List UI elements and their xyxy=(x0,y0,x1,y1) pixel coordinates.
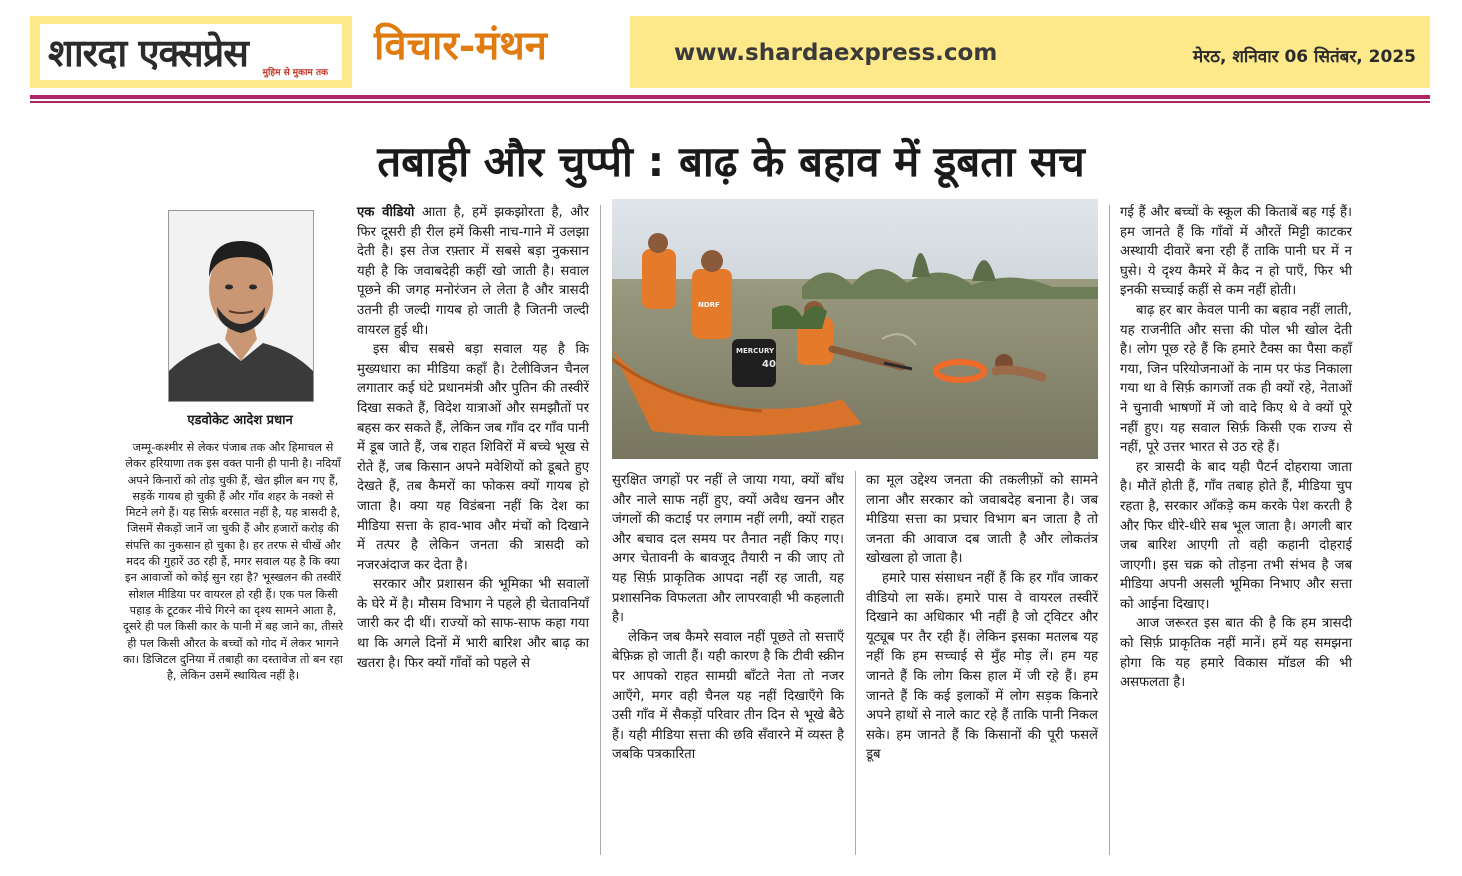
masthead-bar xyxy=(630,16,1430,88)
flood-rescue-photo xyxy=(612,199,1098,459)
paragraph: आज जरूरत इस बात की है कि हम त्रासदी को सिर्फ़ प्राकृतिक नहीं मानें। हमें यह समझना होगा कि यह हमारे विकास मॉडल की भी असफलता है। xyxy=(1120,616,1352,691)
paragraph: हर त्रासदी के बाद यही पैटर्न दोहराया जाता है। मौतें होती हैं, गाँव तबाह होते हैं, मीडिया चुप रहता है, सरकार आँकड़े कम करके पेश करती है और फिर धीरे-धीरे सब भूल जाता है। अगली बार जब बारिश आएगी तो वही कहानी दोहराई जाएगी। इस चक्र को तोड़ना तभी संभव है जब मीडिया अपनी असली भूमिका निभाए और सत्ता को आईना दिखाए। xyxy=(1120,459,1352,612)
paragraph: इस बीच सबसे बड़ा सवाल यह है कि मुख्यधारा का मीडिया कहाँ है। टेलीविजन चैनल लगातार कई घंटे प्रधानमंत्री और पुतिन की तस्वीरें दिखा सकते हैं, विदेश यात्राओं और समझौतों पर बहस कर सकते हैं, लेकिन जब गाँव दर गाँव पानी में डूब जाते हैं, जब राहत शिविरों में बच्चे भूख से रोते हैं, जब किसान अपने मवेशियों को डूबते हुए देखते हैं, तब कैमरों का फोकस क्यों गायब हो जाता है। क्या यह विडंबना नहीं कि देश का मीडिया सत्ता के हाव-भाव और मंचों को दिखाने में तत्पर है लेकिन जनता की त्रासदी को नजरअंदाज कर देता है। xyxy=(357,342,589,573)
paragraph: बाढ़ हर बार केवल पानी का बहाव नहीं लाती, यह राजनीति और सत्ता की पोल भी खोल देती है। लोग पूछ रहे हैं कि हमारे टैक्स का पैसा कहाँ गया, जिन परियोजनाओं के नाम पर फंड निकाला गया था वे सिर्फ़ कागजों तक ही क्यों रहे, नेताओं ने चुनावी भाषणों में जो वादे किए थे वे क्यों पूरे नहीं हुए। यह सवाल सिर्फ़ किसी एक राज्य से नहीं, पूरे उत्तर भारत से उठ रहे हैं। xyxy=(1120,302,1352,456)
paper-logo[interactable] xyxy=(40,24,342,80)
author-portrait-icon xyxy=(169,211,313,401)
article-column-4 xyxy=(1120,203,1352,693)
section-title: विचार-मंथन xyxy=(374,22,548,69)
column-divider xyxy=(600,205,601,855)
article-headline: तबाही और चुप्पी : बाढ़ के बहाव में डूबता सच xyxy=(377,137,1085,186)
column-divider xyxy=(855,471,856,855)
paragraph xyxy=(357,203,589,340)
paper-name: शारदा एक्सप्रेस xyxy=(48,30,248,75)
website-link[interactable]: www.shardaexpress.com xyxy=(674,40,998,66)
paragraph: गई हैं और बच्चों के स्कूल की किताबें बह गई हैं। हम जानते हैं कि गाँवों में औरतें मिट्टी काटकर अस्थायी दीवारें बना रही हैं ताकि पानी घर में न घुसे। ये दृश्य कैमरे में कैद न हो पाएँ, फिर भी इनकी सच्चाई कहीं से कम नहीं होती। xyxy=(1120,205,1352,299)
article-column-1 xyxy=(357,203,589,673)
masthead xyxy=(30,16,1430,88)
paragraph: लेकिन जब कैमरे सवाल नहीं पूछते तो सत्ताएँ बेफ़िक्र हो जाती हैं। यही कारण है कि टीवी स्क्रीन पर आपको राहत सामग्री बाँटते नेता तो नजर आएँगे, मगर वही चैनल यह नहीं दिखाएँगे कि उसी गाँव में सैकड़ों परिवार तीन दिन से भूखे बैठे हैं। यही मीडिया सत्ता की छवि सँवारने में व्यस्त है जबकि पत्रकारिता xyxy=(612,629,844,763)
vest-label: NDRF xyxy=(698,301,720,309)
lead-in: एक वीडियो xyxy=(357,205,415,220)
article-column-2 xyxy=(612,471,844,765)
article-column-3 xyxy=(866,471,1098,765)
motor-power-label: 40 xyxy=(762,359,776,370)
intro-text: जम्मू-कश्मीर से लेकर पंजाब तक और हिमाचल से लेकर हरियाणा तक इस वक्त पानी ही पानी है। नदियाँ अपने किनारों को तोड़ चुकी हैं, खेत झील बन गए हैं, सड़कें गायब हो चुकी हैं और गाँव शहर के नक्शे से मिटने लगे हैं। यह सिर्फ़ बरसात नहीं है, यह त्रासदी है, जिसमें सैकड़ों जानें जा चुकी हैं और हजारों करोड़ की संपत्ति का नुकसान हो चुका है। हर तरफ से चीखें और मदद की गुहारें उठ रही हैं, मगर सवाल यह है कि क्या इन आवाजों को कोई सुन रहा है? भूस्खलन की तस्वीरें सोशल मीडिया पर वायरल हो रही हैं। एक पल किसी पहाड़ के टूटकर नीचे गिरने का दृश्य सामने आता है, दूसरे ही पल किसी कार के पानी में बह जाने का, तीसरे ही पल किसी औरत के बच्चों को गोद में लेकर भागने का। डिजिटल दुनिया में तबाही का दस्तावेज तो बन रहा है, लेकिन उसमें स्थायित्व नहीं है। xyxy=(123,441,343,683)
paragraph: हमारे पास संसाधन नहीं हैं कि हर गाँव जाकर वीडियो ला सकें। हमारे पास वे वायरल तस्वीरें दिखाने का अधिकार भी नहीं है जो ट्विटर और यूट्यूब पर तैर रही हैं। लेकिन इसका मतलब यह नहीं कि हम सच्चाई से मुँह मोड़ लें। हम यह जानते हैं कि लोग किस हाल में जी रहे हैं। हम जानते हैं कि कई इलाकों में लोग सड़क किनारे अपने हाथों से नाले काट रहे हैं ताकि पानी निकल सके। हम जानते हैं कि किसानों की पूरी फसलें डूब xyxy=(866,570,1098,763)
divider-rule xyxy=(30,95,1430,99)
paper-tagline: मुहिम से मुकाम तक xyxy=(262,68,328,78)
column-divider xyxy=(1109,205,1110,855)
author-byline: एडवोकेट आदेश प्रधान xyxy=(187,413,293,428)
paragraph: का मूल उद्देश्य जनता की तकलीफ़ों को सामने लाना और सरकार को जवाबदेह बनाना है। जब मीडिया सत्ता का प्रचार विभाग बन जाता है तो जनता की आवाज दब जाती है और लोकतंत्र खोखला हो जाता है। xyxy=(866,473,1098,567)
intro-column xyxy=(122,440,344,684)
motor-brand-label: MERCURY xyxy=(736,347,775,355)
section-title-block xyxy=(360,16,622,88)
divider-rule-thin xyxy=(30,101,1430,103)
author-photo xyxy=(168,210,314,402)
paragraph: सुरक्षित जगहों पर नहीं ले जाया गया, क्यों बाँध और नाले साफ नहीं हुए, क्यों अवैध खनन और जंगलों की कटाई पर लगाम नहीं लगी, क्यों राहत और बचाव दल समय पर तैनात नहीं किए गए। अगर चेतावनी के बावजूद तैयारी न की जाए तो यह सिर्फ़ प्राकृतिक आपदा नहीं रह जाती, यह प्रशासनिक विफलता और लापरवाही भी कहलाती है। xyxy=(612,473,844,626)
paper-logo-block xyxy=(30,16,352,88)
paragraph: सरकार और प्रशासन की भूमिका भी सवालों के घेरे में है। मौसम विभाग ने पहले ही चेतावनियाँ जारी कर दी थीं। राज्यों को साफ-साफ कहा गया था कि अगले दिनों में भारी बारिश और बाढ़ का खतरा है। फिर क्यों गाँवों को पहले से xyxy=(357,577,589,671)
paragraph-text: आता है, हमें झकझोरता है, और फिर दूसरी ही रील हमें किसी नाच-गाने में उलझा देती है। इस तेज रफ़्तार में सबसे बड़ा नुकसान यही है कि जवाबदेही कहीं खो जाती है। सवाल पूछने की जगह मनोरंजन ले लेता है और त्रासदी उतनी ही जल्दी गायब हो जाती है जितनी जल्दी वायरल हुई थी। xyxy=(357,205,589,338)
rescue-scene-image xyxy=(612,199,1098,459)
dateline: मेरठ, शनिवार 06 सितंबर, 2025 xyxy=(1192,47,1416,67)
